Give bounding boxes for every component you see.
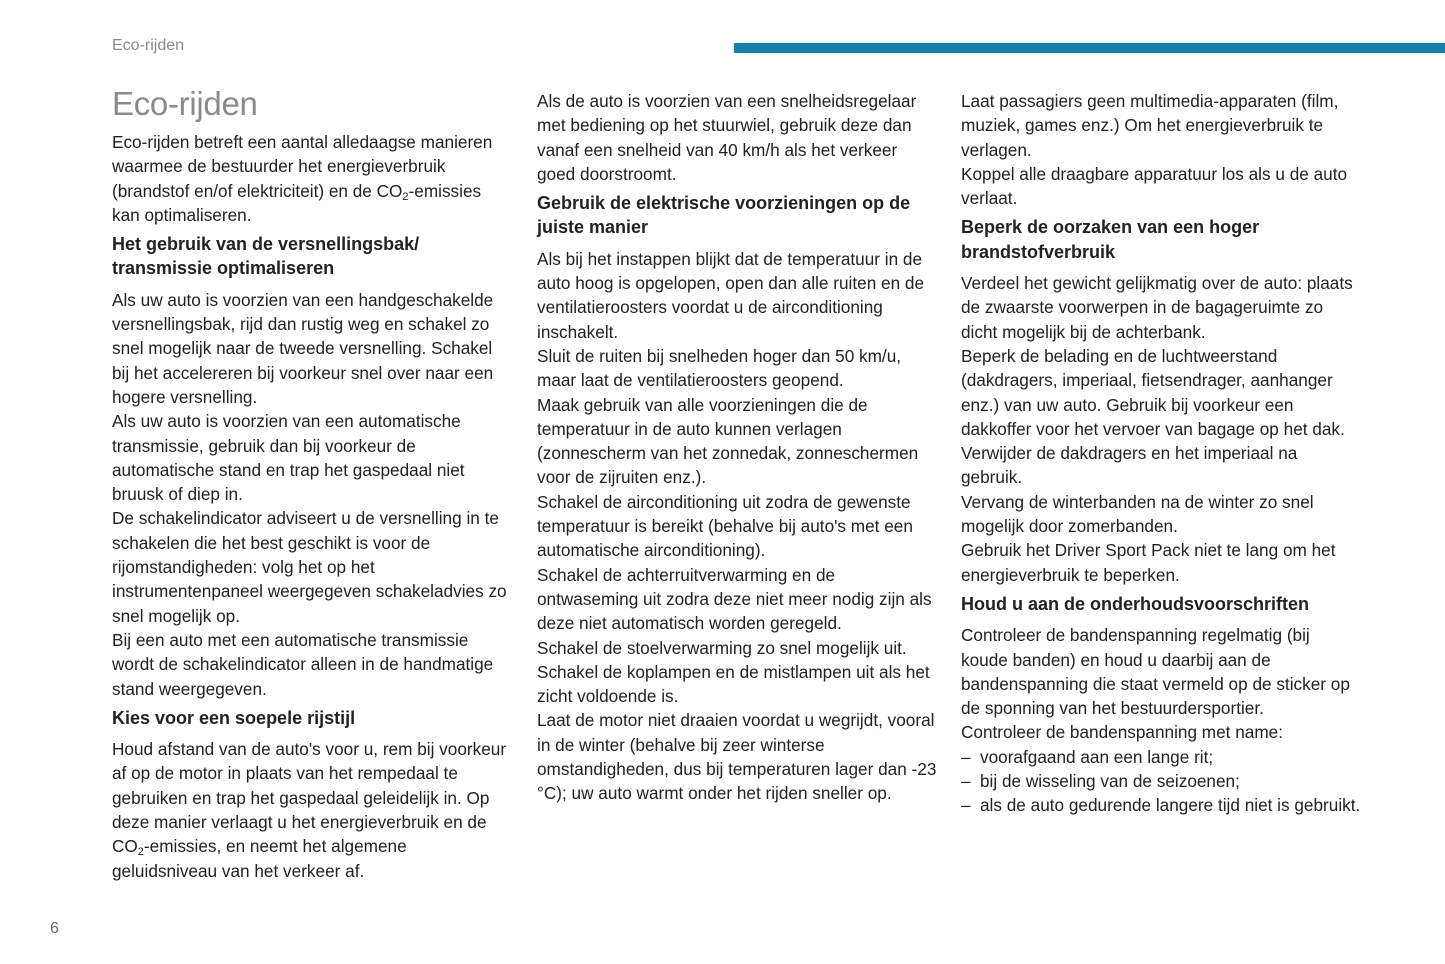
paragraph: Schakel de achterruitverwarming en de ontwaseming uit zodra deze niet meer nodig zijn als deze niet automatisch worden geregeld.	[537, 564, 932, 634]
paragraph: Verwijder de dakdragers en het imperiaal na gebruik.	[961, 443, 1298, 488]
paragraph: Schakel de stoelverwarming zo snel mogelijk uit.	[537, 637, 907, 658]
list-item: – als de auto gedurende langere tijd niet is gebruikt.	[961, 793, 1361, 817]
paragraph: Gebruik het Driver Sport Pack niet te lang om het energieverbruik te beperken.	[961, 540, 1336, 585]
paragraph: Als bij het instappen blijkt dat de temperatuur in de auto hoog is opgelopen, open dan alle ruiten en de ventilatieroosters voordat u de airconditioning inschakelt.	[537, 248, 925, 342]
section-heading-fuel-consumption: Beperk de oorzaken van een hoger brandstofverbruik	[961, 217, 1260, 262]
paragraph: Maak gebruik van alle voorzieningen die de temperatuur in de auto kunnen verlagen (zonnescherm van het zonnedak, zonneschermen voor de zijruiten enz.).	[537, 394, 919, 488]
paragraph: Vervang de winterbanden na de winter zo snel mogelijk door zomerbanden.	[961, 491, 1314, 537]
section-heading-transmission: Het gebruik van de versnellingsbak/ transmissie optimaliseren	[112, 234, 420, 279]
intro-paragraph	[112, 130, 512, 227]
section-heading-electrical: Gebruik de elektrische voorzieningen op de juiste manier	[537, 193, 911, 238]
page-title: Eco-rijden	[112, 85, 258, 122]
subscript: 2	[402, 190, 409, 203]
paragraph: Sluit de ruiten bij snelheden hoger dan 50 km/u, maar laat de ventilatieroosters geopend.	[537, 345, 902, 391]
intro-text: Eco-rijden betreft een aantal alledaagse manieren waarmee de bestuurder het energieverbruik (brandstof en/of elektriciteit) en de CO	[112, 132, 493, 201]
paragraph: Laat passagiers geen multimedia-apparaten (film, muziek, games enz.) Om het energieverbruik te verlagen.	[961, 91, 1339, 160]
paragraph-text-end: -emissies, en neemt het algemene geluidsniveau van het verkeer af.	[112, 836, 407, 881]
intro-text-end: -emissies kan optimaliseren.	[112, 180, 482, 225]
paragraph: De schakelindicator adviseert u de versnelling in te schakelen die het best geschikt is voor de rijomstandigheden: volg het op het instrumentenpaneel weergegeven schakeladvies zo snel mogelijk op.	[112, 508, 507, 626]
column-3	[961, 89, 1361, 818]
list-item: – bij de wisseling van de seizoenen;	[961, 769, 1361, 793]
list-item: – voorafgaand aan een lange rit;	[961, 745, 1361, 769]
paragraph: Beperk de belading en de luchtweerstand (dakdragers, imperiaal, fietsendrager, aanhanger enz.) van uw auto. Gebruik bij voorkeur een dakkoffer voor het vervoer van bagage op het dak.	[961, 345, 1345, 439]
paragraph: Als de auto is voorzien van een snelheidsregelaar met bediening op het stuurwiel, gebruik deze dan vanaf een snelheid van 40 km/h als het verkeer goed doorstroomt.	[537, 91, 917, 184]
paragraph: Bij een auto met een automatische transmissie wordt de schakelindicator alleen in de handmatige stand weergegeven.	[112, 629, 494, 699]
header-accent-bar	[734, 43, 1445, 53]
paragraph: Als uw auto is voorzien van een automatische transmissie, gebruik dan bij voorkeur de automatische stand en trap het gaspedaal niet bruusk of diep in.	[112, 411, 465, 505]
running-header: Eco-rijden	[112, 37, 185, 54]
section-heading-maintenance: Houd u aan de onderhoudsvoorschriften	[961, 593, 1310, 614]
paragraph: Schakel de airconditioning uit zodra de gewenste temperatuur is bereikt (behalve bij auto's met een automatische airconditioning).	[537, 491, 913, 561]
paragraph-text: Houd afstand van de auto's voor u, rem bij voorkeur af op de motor in plaats van het rempedaal te gebruiken en trap het gaspedaal geleidelijk in. Op deze manier verlaagt u het energieverbruik en de CO	[112, 739, 507, 857]
paragraph: Controleer de bandenspanning regelmatig (bij koude banden) en houd u daarbij aan de bandenspanning die staat vermeld op de sticker op de sponning van het bestuurdersportier.	[961, 625, 1350, 719]
paragraph: Verdeel het gewicht gelijkmatig over de auto: plaats de zwaarste voorwerpen in de bagageruimte zo dicht mogelijk bij de achterbank.	[961, 273, 1353, 342]
paragraph: Schakel de koplampen en de mistlampen uit als het zicht voldoende is.	[537, 661, 930, 707]
paragraph: Als uw auto is voorzien van een handgeschakelde versnellingsbak, rijd dan rustig weg en schakel zo snel mogelijk naar de tweede versnelling. Schakel bij het accelereren bij voorkeur snel over naar een hogere versnelling.	[112, 289, 494, 407]
paragraph	[112, 737, 512, 883]
column-1	[112, 84, 512, 883]
subscript: 2	[137, 846, 144, 859]
column-2	[537, 89, 937, 806]
paragraph: Laat de motor niet draaien voordat u wegrijdt, vooral in de winter (behalve bij zeer winterse omstandigheden, dus bij temperaturen lager dan -23 °C); uw auto warmt onder het rijden sneller op.	[537, 710, 937, 804]
section-heading-driving-style: Kies voor een soepele rijstijl	[112, 707, 356, 728]
page-number: 6	[50, 920, 59, 937]
tire-check-list	[961, 745, 1361, 818]
paragraph: Koppel alle draagbare apparatuur los als u de auto verlaat.	[961, 163, 1348, 209]
paragraph: Controleer de bandenspanning met name:	[961, 722, 1284, 743]
